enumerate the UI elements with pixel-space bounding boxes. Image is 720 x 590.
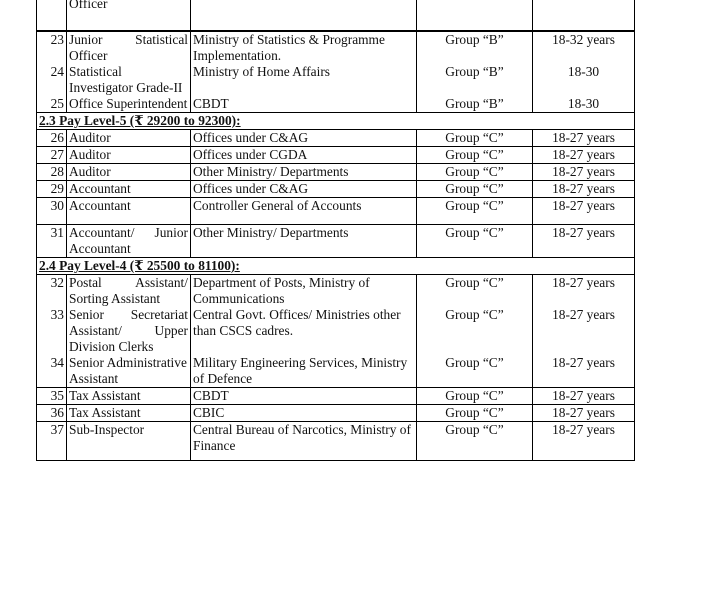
- serial-number: 27: [37, 147, 67, 164]
- ministry-name: Ministry of Statistics & Programme Implementation.: [191, 31, 417, 64]
- serial-number: 25: [37, 96, 67, 113]
- post-name: Senior Secretariat Assistant/ Upper Division Clerks: [67, 307, 191, 355]
- post-name: Auditor: [67, 164, 191, 181]
- group-class: Group “C”: [417, 225, 533, 258]
- serial-number: 33: [37, 307, 67, 355]
- post-name: Auditor: [67, 147, 191, 164]
- group-class: Group “C”: [417, 405, 533, 422]
- age-limit: 18-30: [533, 64, 635, 96]
- ministry-name: Offices under C&AG: [191, 130, 417, 147]
- post-name: Postal Assistant/ Sorting Assistant: [67, 275, 191, 308]
- table-row: [37, 355, 635, 388]
- ministry-name: CBIC: [191, 405, 417, 422]
- ministry-name: Military Engineering Services, Ministry of Defence: [191, 355, 417, 388]
- table-row: [37, 405, 635, 422]
- serial-number: 32: [37, 275, 67, 308]
- group-class: Group “C”: [417, 355, 533, 388]
- table-row: [37, 64, 635, 96]
- age-limit: 18-27 years: [533, 422, 635, 461]
- age-limit: 18-30: [533, 96, 635, 113]
- group-class: Group “B”: [417, 31, 533, 64]
- group-class: Group “C”: [417, 275, 533, 308]
- age-limit: 18-27 years: [533, 130, 635, 147]
- post-cell: Officer: [67, 0, 191, 31]
- table-row: [37, 388, 635, 405]
- post-name: Sub-Inspector: [67, 422, 191, 461]
- age-limit: 18-27 years: [533, 147, 635, 164]
- post-name: Office Superintendent: [67, 96, 191, 113]
- table-row: [37, 130, 635, 147]
- group-class: Group “C”: [417, 422, 533, 461]
- table-row: [37, 181, 635, 198]
- table-row: [37, 307, 635, 355]
- section-title: 2.4 Pay Level-4 (₹ 25500 to 81100):: [39, 258, 240, 273]
- table-row: [37, 275, 635, 308]
- age-limit: 18-27 years: [533, 275, 635, 308]
- table-row: [37, 422, 635, 461]
- age-limit: 18-27 years: [533, 405, 635, 422]
- table-row: [37, 96, 635, 113]
- section-title: 2.3 Pay Level-5 (₹ 29200 to 92300):: [39, 113, 241, 128]
- post-name: Senior Administrative Assistant: [67, 355, 191, 388]
- table-row: [37, 31, 635, 64]
- serial-number: 36: [37, 405, 67, 422]
- post-name: Accountant/ Junior Accountant: [67, 225, 191, 258]
- age-limit: 18-27 years: [533, 198, 635, 225]
- post-name: Accountant: [67, 181, 191, 198]
- age-limit: 18-27 years: [533, 225, 635, 258]
- serial-number: 28: [37, 164, 67, 181]
- section-header-row: [37, 113, 635, 130]
- serial-number: 34: [37, 355, 67, 388]
- table-row: [37, 225, 635, 258]
- ministry-name: Ministry of Home Affairs: [191, 64, 417, 96]
- serial-number: 30: [37, 198, 67, 225]
- post-name: Accountant: [67, 198, 191, 225]
- ministry-name: Central Govt. Offices/ Ministries other than CSCS cadres.: [191, 307, 417, 355]
- group-class: Group “B”: [417, 96, 533, 113]
- ministry-name: Central Bureau of Narcotics, Ministry of Finance: [191, 422, 417, 461]
- group-class: Group “C”: [417, 307, 533, 355]
- table-row: [37, 147, 635, 164]
- serial-number: 35: [37, 388, 67, 405]
- post-name: Tax Assistant: [67, 388, 191, 405]
- post-name: Statistical Investigator Grade-II: [67, 64, 191, 96]
- group-class: Group “C”: [417, 147, 533, 164]
- ministry-name: Other Ministry/ Departments: [191, 164, 417, 181]
- serial-number: 31: [37, 225, 67, 258]
- ministry-name: Other Ministry/ Departments: [191, 225, 417, 258]
- group-class: Group “C”: [417, 388, 533, 405]
- ministry-name: Controller General of Accounts: [191, 198, 417, 225]
- group-class: Group “C”: [417, 181, 533, 198]
- serial-number: 29: [37, 181, 67, 198]
- group-class: Group “C”: [417, 130, 533, 147]
- post-name: Tax Assistant: [67, 405, 191, 422]
- ministry-name: Department of Posts, Ministry of Communications: [191, 275, 417, 308]
- age-limit: 18-32 years: [533, 31, 635, 64]
- table-row: [37, 0, 635, 31]
- post-name: Junior Statistical Officer: [67, 31, 191, 64]
- posts-table: [36, 0, 635, 461]
- group-class: Group “C”: [417, 164, 533, 181]
- age-limit: 18-27 years: [533, 164, 635, 181]
- table-row: [37, 164, 635, 181]
- serial-number: 37: [37, 422, 67, 461]
- serial-number: 24: [37, 64, 67, 96]
- post-name: Auditor: [67, 130, 191, 147]
- age-limit: 18-27 years: [533, 388, 635, 405]
- table-row: [37, 198, 635, 225]
- ministry-name: Offices under C&AG: [191, 181, 417, 198]
- group-class: Group “B”: [417, 64, 533, 96]
- age-limit: 18-27 years: [533, 355, 635, 388]
- ministry-name: Offices under CGDA: [191, 147, 417, 164]
- ministry-name: CBDT: [191, 96, 417, 113]
- age-limit: 18-27 years: [533, 307, 635, 355]
- group-class: Group “C”: [417, 198, 533, 225]
- section-header-row: [37, 258, 635, 275]
- ministry-name: CBDT: [191, 388, 417, 405]
- serial-number: 26: [37, 130, 67, 147]
- serial-number: 23: [37, 31, 67, 64]
- age-limit: 18-27 years: [533, 181, 635, 198]
